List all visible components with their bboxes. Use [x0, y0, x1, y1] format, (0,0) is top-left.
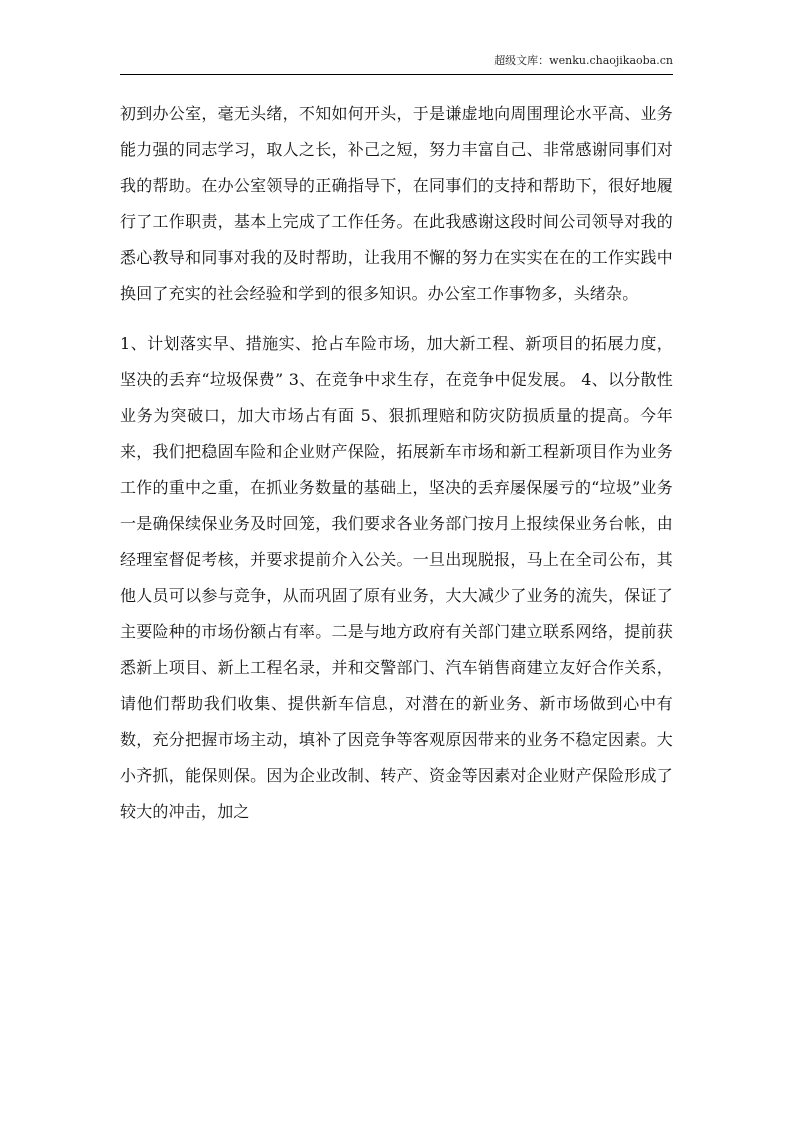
paragraph-1: 初到办公室，毫无头绪，不知如何开头，于是谦虚地向周围理论水平高、业务能力强的同志学习，取人之长，补己之短，努力丰富自己、非常感谢同事们对我的帮助。在办公室领导的正确指导下，在同事们的支持和帮助下，很好地履行了工作职责，基本上完成了工作任务。在此我感谢这段时间公司领导对我的悉心教导和同事对我的及时帮助，让我用不懈的努力在实实在在的工作实践中换回了充实的社会经验和学到的很多知识。办公室工作事物多，头绪杂。	[120, 104, 673, 303]
paragraph-2: 1、计划落实早、措施实、抢占车险市场，加大新工程、新项目的拓展力度，坚决的丢弃“垃圾保费” 3、在竞争中求生存，在竞争中促发展。 4、以分散性业务为突破口，加大市场占有面 5、狠抓理赔和防灾防损质量的提高。今年来，我们把稳固车险和企业财产保险，拓展新车市场和新工程新项目作为业务工作的重中之重，在抓业务数量的基础上，坚决的丢弃屡保屡亏的“垃圾”业务 一是确保续保业务及时回笼，我们要求各业务部门按月上报续保业务台帐，由经理室督促考核，并要求提前介入公关。一旦出现脱报，马上在全司公布，其他人员可以参与竞争，从而巩固了原有业务，大大减少了业务的流失，保证了主要险种的市场份额占有率。二是与地方政府有关部门建立联系网络，提前获悉新上项目、新上工程名录，并和交警部门、汽车销售商建立友好合作关系，请他们帮助我们收集、提供新车信息，对潜在的新业务、新市场做到心中有数，充分把握市场主动，填补了因竞争等客观原因带来的业务不稳定因素。大小齐抓，能保则保。因为企业改制、转产、资金等因素对企业财产保险形成了较大的冲击，加之	[120, 334, 673, 821]
document-body	[120, 96, 673, 830]
header-source-text: 超级文库：wenku.chaojikaoba.cn	[494, 54, 673, 67]
page-header	[120, 54, 673, 75]
